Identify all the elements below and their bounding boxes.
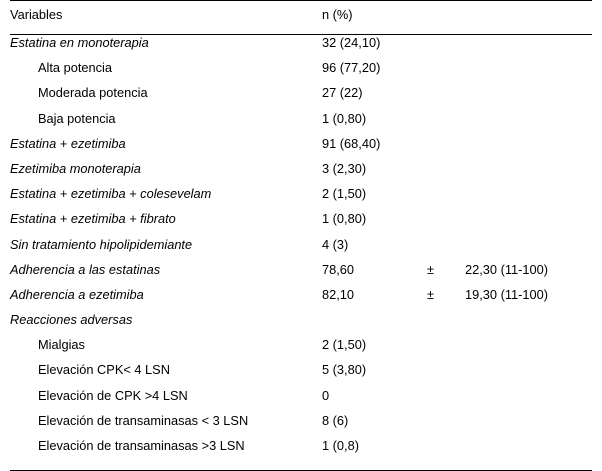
row-label: Elevación de CPK >4 LSN (38, 387, 188, 403)
row-plusminus (427, 337, 465, 362)
table-row (10, 35, 592, 61)
row-plusminus (427, 186, 465, 211)
row-label: Adherencia a las estatinas (10, 261, 161, 277)
row-label: Elevación CPK< 4 LSN (38, 362, 170, 378)
row-value: 78,60 (322, 261, 355, 277)
row-value: 2 (1,50) (322, 337, 367, 353)
row-label: Adherencia a ezetimiba (10, 286, 144, 302)
row-label: Reacciones adversas (10, 312, 133, 328)
row-range (465, 186, 592, 211)
variables-table (10, 0, 592, 471)
row-range (465, 111, 592, 136)
row-label: Moderada potencia (38, 85, 148, 101)
row-label: Elevación de transaminasas < 3 LSN (38, 412, 249, 428)
row-range (465, 136, 592, 161)
row-value: 91 (68,40) (322, 135, 381, 151)
row-value: 2 (1,50) (322, 186, 367, 202)
row-plusminus (427, 111, 465, 136)
table-row (10, 312, 592, 337)
row-plusminus (427, 161, 465, 186)
table-row (10, 211, 592, 236)
row-value: 1 (0,80) (322, 110, 367, 126)
row-value: 1 (0,8) (322, 438, 359, 453)
row-value: 96 (77,20) (322, 60, 381, 76)
table-row (10, 413, 592, 438)
row-range: 22,30 (11-100) (465, 261, 548, 277)
table-row (10, 60, 592, 85)
row-plusminus (427, 211, 465, 236)
row-range (465, 211, 592, 236)
row-label: Estatina + ezetimiba (10, 135, 126, 151)
row-label: Ezetimiba monoterapia (10, 160, 141, 176)
row-value: 82,10 (322, 286, 355, 302)
row-range (465, 60, 592, 85)
row-range (465, 388, 592, 413)
table-body (10, 1, 592, 471)
table-row (10, 186, 592, 211)
table-row (10, 287, 592, 312)
row-plusminus (427, 136, 465, 161)
row-range (465, 337, 592, 362)
row-value: 4 (3) (322, 236, 349, 252)
row-plusminus: ± (427, 261, 435, 277)
table-row (10, 111, 592, 136)
row-label: Sin tratamiento hipolipidemiante (10, 236, 193, 252)
row-label: Alta potencia (38, 60, 112, 76)
row-range (465, 362, 592, 387)
row-label: Mialgias (38, 337, 85, 353)
row-value: 8 (6) (322, 412, 349, 428)
row-range (465, 35, 592, 61)
row-label: Baja potencia (38, 110, 116, 126)
row-plusminus (427, 388, 465, 413)
table-bottom-rule (10, 463, 592, 471)
bottom-rule-cell (10, 463, 592, 471)
row-value: 32 (24,10) (322, 35, 381, 50)
table-row (10, 388, 592, 413)
row-plusminus (427, 60, 465, 85)
row-label: Estatina en monoterapia (10, 35, 149, 50)
table-row (10, 438, 592, 463)
row-plusminus (427, 85, 465, 110)
column-header-n-percent: n (%) (322, 7, 592, 35)
table-header-row (10, 7, 592, 35)
table-row (10, 161, 592, 186)
row-value: 1 (0,80) (322, 211, 367, 227)
row-label: Estatina + ezetimiba + colesevelam (10, 186, 212, 202)
row-plusminus: ± (427, 286, 435, 302)
row-plusminus (427, 362, 465, 387)
row-range (465, 413, 592, 438)
row-label: Estatina + ezetimiba + fibrato (10, 211, 176, 227)
table-row (10, 262, 592, 287)
row-value: 3 (2,30) (322, 160, 367, 176)
row-value: 0 (322, 387, 330, 403)
table-row (10, 337, 592, 362)
table-row (10, 85, 592, 110)
row-range (465, 438, 592, 463)
column-header-variables: Variables (10, 7, 322, 35)
row-plusminus (427, 35, 465, 61)
row-plusminus (427, 237, 465, 262)
row-value: 5 (3,80) (322, 362, 367, 378)
row-range (465, 237, 592, 262)
row-plusminus (427, 413, 465, 438)
row-value (322, 312, 427, 337)
table-row (10, 237, 592, 262)
row-label: Elevación de transaminasas >3 LSN (38, 438, 245, 453)
row-range (465, 85, 592, 110)
row-range (465, 161, 592, 186)
row-plusminus (427, 438, 465, 463)
row-plusminus (427, 312, 465, 337)
table-row (10, 136, 592, 161)
row-value: 27 (22) (322, 85, 363, 101)
row-range (465, 312, 592, 337)
table-row (10, 362, 592, 387)
row-range: 19,30 (11-100) (465, 286, 548, 302)
